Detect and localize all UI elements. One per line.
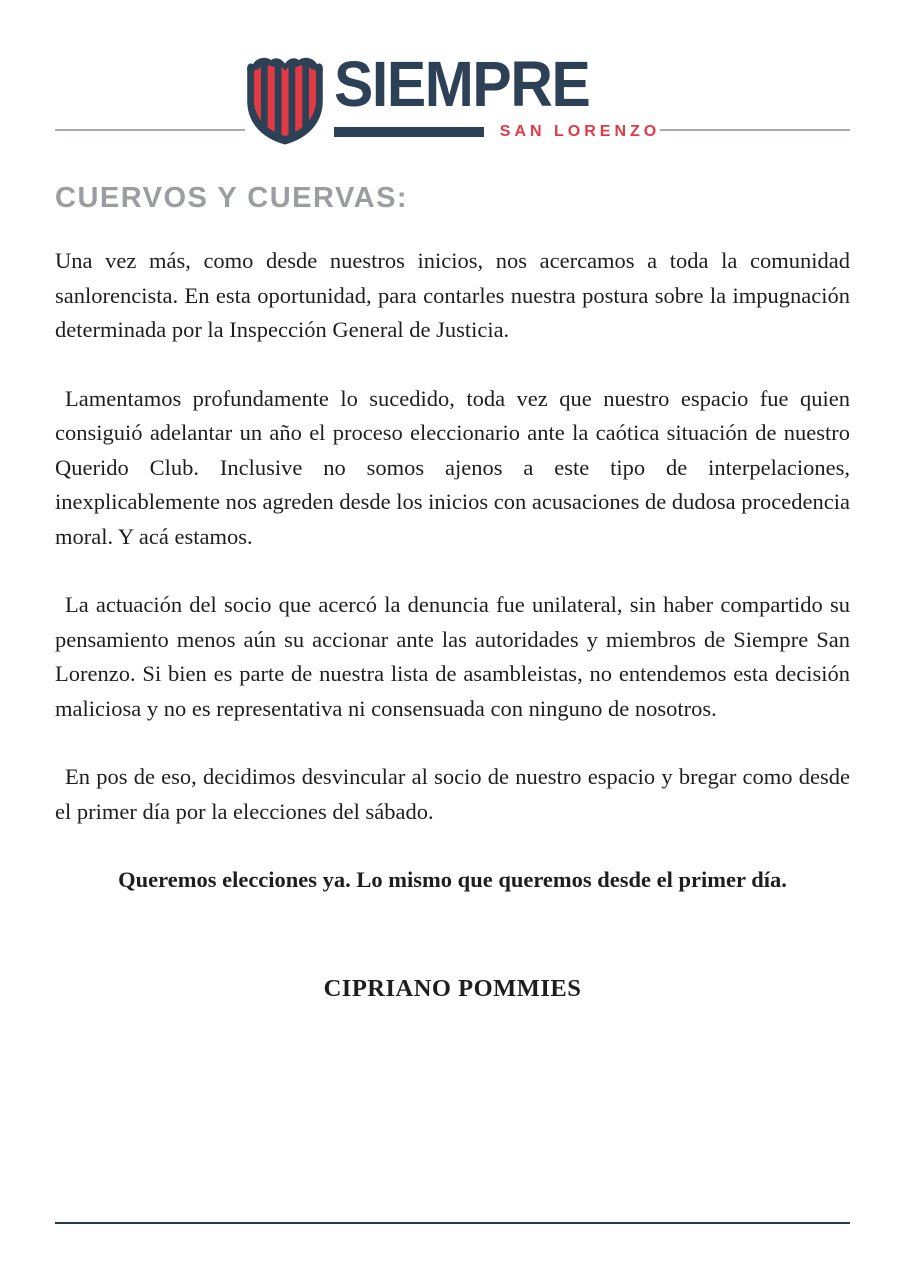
statement-paragraph: La actuación del socio que acercó la denuncia fue unilateral, sin haber compartido su pensamiento menos aún su accionar ante las autoridades y miembros de Siempre San Lorenzo. Si bien es parte de nuestra lista de asambleistas, no entendemos esta decisión maliciosa y no es representativa ni consensuada con ninguno de nosotros. <box>55 592 850 721</box>
header-divider-left <box>55 129 245 131</box>
san-lorenzo-shield-icon <box>245 55 325 147</box>
statement-heading: CUERVOS Y CUERVAS: <box>55 182 409 214</box>
signature-name: CIPRIANO POMMIES <box>323 974 582 1002</box>
logo-underline-bar <box>334 127 484 137</box>
logo-subrow <box>334 123 660 141</box>
siempre-san-lorenzo-logo <box>0 0 905 147</box>
footer-divider <box>55 1222 850 1224</box>
logo-header <box>0 0 905 168</box>
header-divider-right <box>660 129 850 131</box>
statement-body <box>0 182 905 1003</box>
logo-wordmark-block <box>333 48 661 141</box>
logo-subtitle: SAN LORENZO <box>499 122 661 140</box>
statement-paragraph: Una vez más, como desde nuestros inicios, nos acercamos a toda la comunidad sanlorencista. En esta oportunidad, para contarles nuestra postura sobre la impugnación determinada por la Inspección General de Justicia. <box>55 248 850 342</box>
statement-paragraph: En pos de eso, decidimos desvincular al socio de nuestro espacio y bregar como desde el primer día por la elecciones del sábado. <box>55 764 850 824</box>
logo-wordmark: SIEMPRE <box>333 48 590 120</box>
statement-emphasis-line: Queremos elecciones ya. Lo mismo que queremos desde el primer día. <box>118 867 787 892</box>
statement-paragraph: Lamentamos profundamente lo sucedido, toda vez que nuestro espacio fue quien consiguió adelantar un año el proceso eleccionario ante la caótica situación de nuestro Querido Club. Inclusive no somos ajenos a este tipo de interpelaciones, inexplicablemente nos agreden desde los inicios con acusaciones de dudosa procedencia moral. Y acá estamos. <box>55 385 850 549</box>
